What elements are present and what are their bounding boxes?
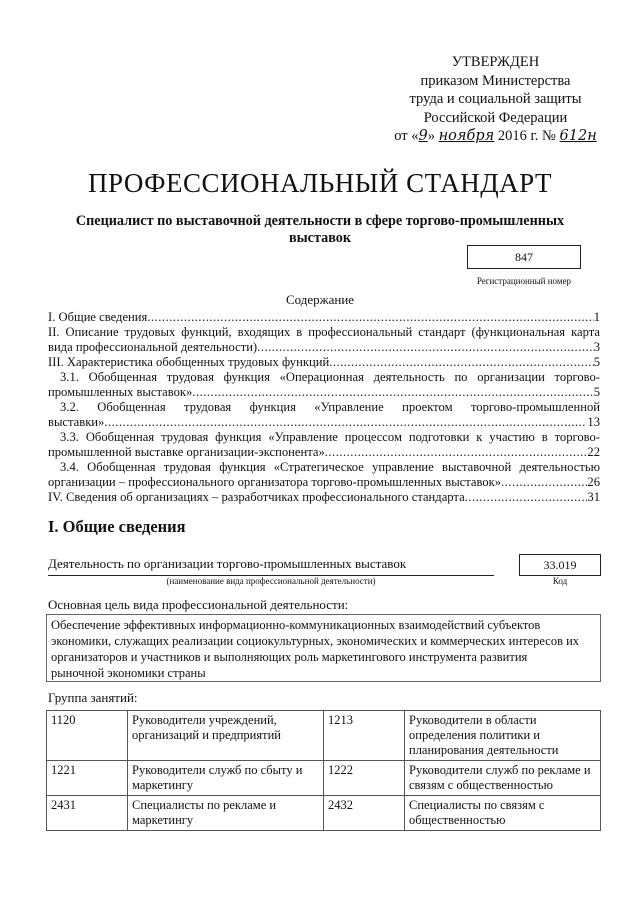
toc-entry-text: вида профессиональной деятельности) bbox=[48, 340, 258, 354]
toc-entry-text: выставки» bbox=[48, 415, 105, 429]
toc-leader bbox=[465, 490, 588, 505]
section-heading: I. Общие сведения bbox=[48, 517, 186, 536]
document-title: ПРОФЕССИОНАЛЬНЫЙ СТАНДАРТ bbox=[87, 168, 553, 198]
toc-entry-text: промышленной выставке организации-экспонента» bbox=[48, 445, 325, 459]
activity-name: Деятельность по организации торгово-промышленных выставок bbox=[48, 556, 494, 576]
approved-heading: УТВЕРЖДЕН bbox=[451, 54, 540, 70]
toc-entry-text: промышленных выставок» bbox=[48, 385, 193, 399]
goal-line-3: организаторов и участников и выполняющих роль маркетингового инструмента развития bbox=[51, 650, 528, 664]
activity-code: 33.019 bbox=[519, 554, 601, 576]
toc-entry-text: II. Описание трудовых функций, входящих в профессиональный стандарт (функциональная карта bbox=[48, 325, 600, 339]
goal-box bbox=[46, 614, 601, 682]
order-number: 612н bbox=[559, 128, 597, 144]
toc-entry-3-4[interactable] bbox=[48, 460, 600, 490]
approval-line-1: приказом Министерства bbox=[420, 72, 571, 89]
toc-entry-text: 3.1. Обобщенная трудовая функция «Операционная деятельность по организации торгово- bbox=[60, 370, 600, 384]
toc-leader bbox=[104, 415, 587, 430]
goal-label: Основная цель вида профессиональной деятельности: bbox=[48, 597, 349, 612]
toc-entry-text: организации – профессионального организатора торгово-промышленных выставок» bbox=[48, 475, 502, 489]
subtitle-line-2: выставок bbox=[288, 230, 352, 246]
approval-block bbox=[388, 53, 603, 146]
toc-page: 3 bbox=[593, 340, 600, 354]
approval-line-3: Российской Федерации bbox=[423, 109, 568, 126]
toc-entry-2[interactable] bbox=[48, 325, 600, 355]
goal-line-1: Обеспечение эффективных информационно-коммуникационных взаимодействий субъектов bbox=[51, 618, 541, 632]
toc-page: 31 bbox=[587, 490, 600, 504]
toc-page: 13 bbox=[587, 415, 600, 429]
table-row bbox=[47, 711, 601, 761]
toc-entry-4[interactable] bbox=[48, 490, 600, 505]
date-month: ноября bbox=[438, 128, 495, 144]
toc-entry-text: 3.4. Обобщенная трудовая функция «Стратегическое управление выставочной деятельностью bbox=[60, 460, 600, 474]
goal-line-4: рыночной экономики страны bbox=[51, 666, 206, 680]
toc-entry-3[interactable] bbox=[48, 355, 600, 370]
occupation-code: 2431 bbox=[47, 796, 128, 831]
occupation-code: 1222 bbox=[324, 761, 405, 796]
document-subtitle bbox=[55, 213, 585, 247]
subtitle-line-1: Специалист по выставочной деятельности в сфере торгово-промышленных bbox=[75, 213, 565, 229]
toc-entry-text: IV. Сведения об организациях – разработчиках профессионального стандарта bbox=[48, 490, 465, 504]
occupation-group-label: Группа занятий: bbox=[48, 690, 138, 705]
toc-entry-text: 3.3. Обобщенная трудовая функция «Управление процессом подготовки к участию в торгово- bbox=[60, 430, 600, 444]
toc-leader bbox=[329, 355, 594, 370]
toc-entry-3-1[interactable] bbox=[48, 370, 600, 400]
date-prefix: от « bbox=[394, 128, 419, 144]
approval-line-2: труда и социальной защиты bbox=[409, 91, 582, 107]
toc-page: 1 bbox=[593, 310, 600, 324]
toc-title: Содержание bbox=[285, 292, 355, 307]
activity-caption: (наименование вида профессиональной деятельности) bbox=[166, 576, 376, 586]
table-of-contents bbox=[48, 310, 600, 505]
code-label: Код bbox=[552, 576, 568, 586]
toc-leader bbox=[147, 310, 593, 325]
date-day: 9 bbox=[418, 128, 428, 144]
toc-entry-3-2[interactable] bbox=[48, 400, 600, 430]
occupation-name: Руководители учреждений, организаций и предприятий bbox=[128, 711, 324, 761]
occupation-name: Руководители служб по рекламе и связям с общественностью bbox=[405, 761, 601, 796]
registration-label: Регистрационный номер bbox=[476, 276, 572, 286]
toc-leader bbox=[325, 445, 588, 460]
occupation-name: Руководители служб по сбыту и маркетингу bbox=[128, 761, 324, 796]
toc-leader bbox=[501, 475, 587, 490]
toc-entry-text: 3.2. Обобщенная трудовая функция «Управление проектом торгово-промышленной bbox=[60, 400, 600, 414]
occupation-name: Специалисты по связям с общественностью bbox=[405, 796, 601, 831]
goal-line-2: экономики, служащих реализации социокультурных, экономических и коммерческих интересов их bbox=[51, 634, 580, 648]
occupation-name: Руководители в области определения политики и планирования деятельности bbox=[405, 711, 601, 761]
toc-page: 22 bbox=[587, 445, 600, 459]
approval-date bbox=[388, 127, 603, 146]
occupation-group-table bbox=[46, 710, 601, 831]
toc-entry-text: I. Общие сведения bbox=[48, 310, 148, 324]
toc-page: 5 bbox=[593, 385, 600, 399]
table-row bbox=[47, 761, 601, 796]
occupation-name: Специалисты по рекламе и маркетингу bbox=[128, 796, 324, 831]
date-year: 2016 г. № bbox=[494, 128, 560, 144]
toc-entry-1[interactable] bbox=[48, 310, 600, 325]
toc-entry-3-3[interactable] bbox=[48, 430, 600, 460]
occupation-code: 1213 bbox=[324, 711, 405, 761]
toc-leader bbox=[257, 340, 594, 355]
occupation-code: 1221 bbox=[47, 761, 128, 796]
toc-entry-text: III. Характеристика обобщенных трудовых функций bbox=[48, 355, 330, 369]
date-mid: » bbox=[427, 128, 439, 144]
toc-page: 26 bbox=[587, 475, 600, 489]
occupation-code: 1120 bbox=[47, 711, 128, 761]
table-row bbox=[47, 796, 601, 831]
occupation-code: 2432 bbox=[324, 796, 405, 831]
toc-leader bbox=[192, 385, 593, 400]
registration-number: 847 bbox=[467, 245, 581, 269]
toc-page: 5 bbox=[593, 355, 600, 369]
